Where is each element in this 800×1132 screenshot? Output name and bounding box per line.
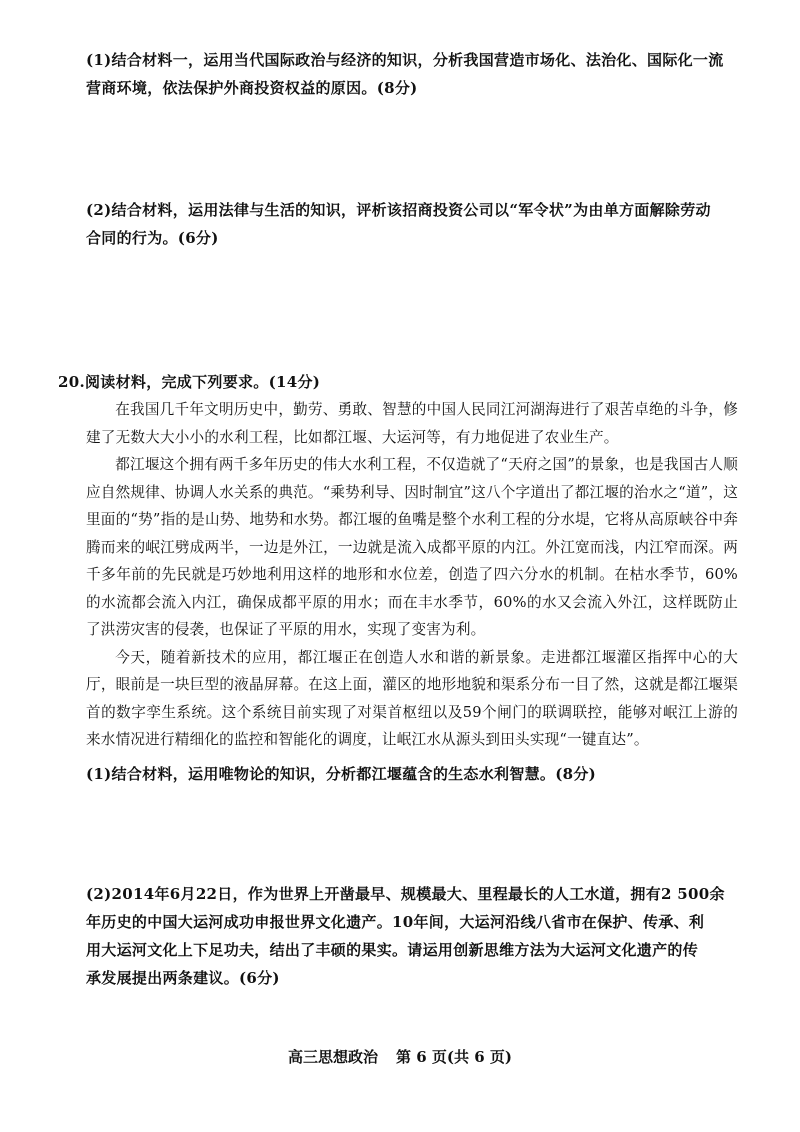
passage-paragraph: 今天，随着新技术的应用，都江堰正在创造人水和谐的新景象。走进都江堰灌区指挥中心的大厅，眼前是一块巨型的液晶屏幕。在这上面，灌区的地形地貌和渠系分布一目了然，这就是都江堰渠首的数字孪生系统。这个系统目前实现了对渠首枢纽以及59个闸门的联调联控，能够对岷江上游的来水情况进行精细化的监控和智能化的调度，让岷江水从源头到田头实现“一键直达”。 <box>86 648 738 748</box>
question-20-2-line-4: 承发展提出两条建议。(6分) <box>86 969 280 987</box>
page-footer <box>0 1046 800 1067</box>
question-19-2-line-2: 合同的行为。(6分) <box>86 229 219 247</box>
footer-subject: 高三思想政治 <box>288 1048 379 1066</box>
question-20-2-line-1: (2)2014年6月22日，作为世界上开凿最早、规模最大、里程最长的人工水道，拥有2 500余 <box>86 885 725 903</box>
question-20-1: (1)结合材料，运用唯物论的知识，分析都江堰蕴含的生态水利智慧。(8分) <box>86 765 597 783</box>
passage-paragraph: 都江堰这个拥有两千多年历史的伟大水利工程，不仅造就了“天府之国”的景象，也是我国古人顺应自然规律、协调人水关系的典范。“乘势利导、因时制宜”这八个字道出了都江堰的治水之“道”，这里面的“势”指的是山势、地势和水势。都江堰的鱼嘴是整个水利工程的分水堤，它将从高原峡谷中奔腾而来的岷江劈成两半，一边是外江，一边就是流入成都平原的内江。外江宽而浅，内江窄而深。两千多年前的先民就是巧妙地利用这样的地形和水位差，创造了四六分水的机制。在枯水季节，60%的水流都会流入内江，确保成都平原的用水；而在丰水季节，60%的水又会流入外江，这样既防止了洪涝灾害的侵袭，也保证了平原的用水，实现了变害为利。 <box>86 456 738 638</box>
question-19-1-line-1: (1)结合材料一，运用当代国际政治与经济的知识，分析我国营造市场化、法治化、国际化一流 <box>86 51 724 69</box>
footer-page-number: 第 6 页(共 6 页) <box>396 1048 512 1066</box>
question-20-heading: 20.阅读材料，完成下列要求。(14分) <box>58 373 321 391</box>
question-19-2-line-1: (2)结合材料，运用法律与生活的知识，评析该招商投资公司以“军令状”为由单方面解除劳动 <box>86 201 711 219</box>
question-19-1-line-2: 营商环境，依法保护外商投资权益的原因。(8分) <box>86 79 418 97</box>
reading-passage <box>86 396 738 754</box>
passage-paragraph: 在我国几千年文明历史中，勤劳、勇敢、智慧的中国人民同江河湖海进行了艰苦卓绝的斗争，修建了无数大大小小的水利工程，比如都江堰、大运河等，有力地促进了农业生产。 <box>86 401 738 446</box>
question-20-2-line-2: 年历史的中国大运河成功申报世界文化遗产。10年间，大运河沿线八省市在保护、传承、利 <box>86 913 705 931</box>
question-20-2-line-3: 用大运河文化上下足功夫，结出了丰硕的果实。请运用创新思维方法为大运河文化遗产的传 <box>86 941 699 959</box>
